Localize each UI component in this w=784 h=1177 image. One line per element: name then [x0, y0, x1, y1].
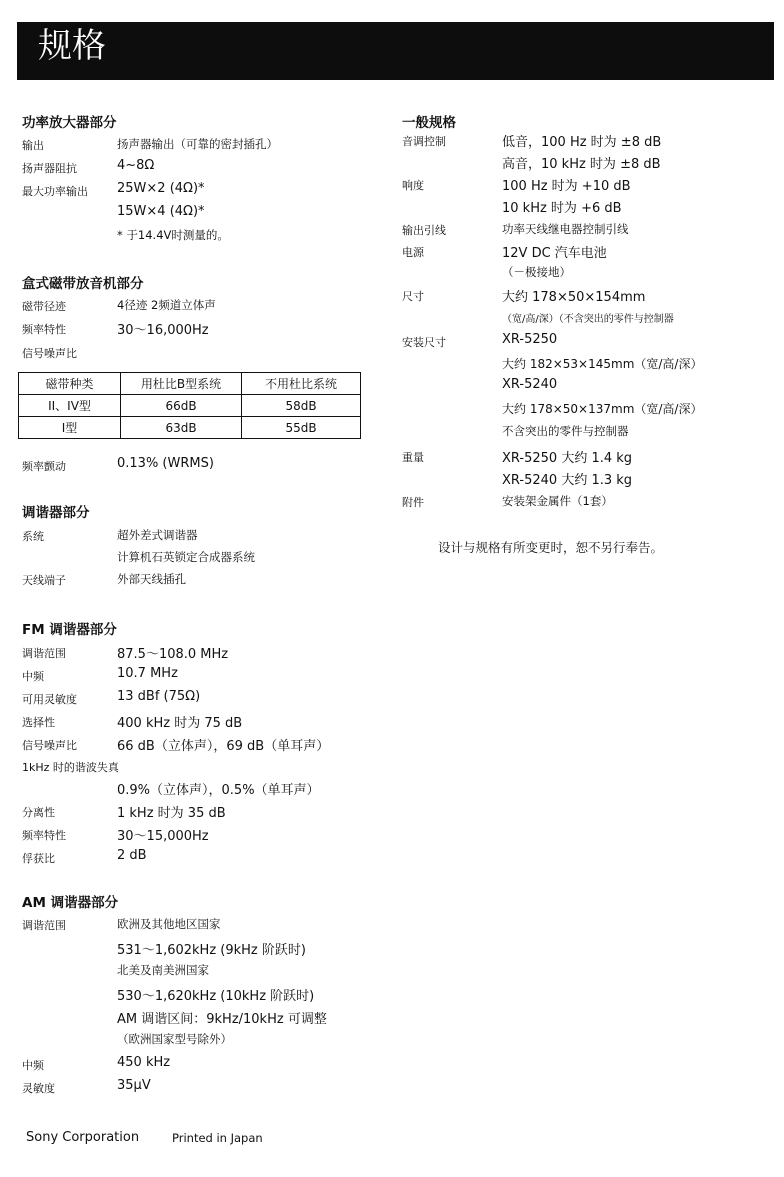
- wow-label: 频率颤动: [22, 460, 66, 473]
- am-range-1: 欧洲及其他地区国家: [117, 917, 221, 931]
- fm-sel-value: 400 kHz 时为 75 dB: [117, 716, 243, 731]
- power-label: 电源: [402, 246, 424, 259]
- dimensions-value-2: （宽/高/深）（不含突出的零件与控制器: [502, 314, 674, 325]
- fm-distortion-value: 0.9%（立体声），0.5%（单耳声）: [117, 783, 320, 798]
- am-range-4: 530～1,620kHz (10kHz 阶跃时): [117, 989, 315, 1004]
- table-cell: II、IV型: [19, 395, 121, 417]
- fm-range-label: 调谐范围: [22, 647, 66, 660]
- table-cell: 63dB: [121, 417, 242, 439]
- track-label: 磁带径迹: [22, 300, 66, 313]
- fm-freq-value: 30～15,000Hz: [117, 829, 209, 844]
- page-title: 规格: [38, 26, 106, 66]
- lead-label: 输出引线: [402, 224, 446, 237]
- am-if-label: 中频: [22, 1059, 44, 1072]
- snr-table: [18, 372, 361, 439]
- accessories-value: 安装架金属件（1套）: [502, 494, 613, 508]
- max-power-label: 最大功率输出: [22, 185, 88, 198]
- mounting-value-4: 大约 178×50×137mm（宽/高/深）: [502, 402, 703, 416]
- am-range-5: AM 调谐区间：9kHz/10kHz 可调整: [117, 1012, 327, 1027]
- max-power-note: * 于14.4V时测量的。: [117, 228, 229, 242]
- fm-range-value: 87.5～108.0 MHz: [117, 647, 229, 662]
- loudness-value-2: 10 kHz 时为 +6 dB: [502, 201, 622, 216]
- fm-heading: FM 调谐器部分: [22, 622, 117, 638]
- impedance-label: 扬声器阻抗: [22, 162, 77, 175]
- general-heading: 一般规格: [402, 115, 456, 131]
- table-cell: 66dB: [121, 395, 242, 417]
- fm-distortion-label: 1kHz 时的谐波失真: [22, 761, 119, 774]
- antenna-value: 外部天线插孔: [117, 572, 186, 586]
- company-name: Sony Corporation: [26, 1130, 140, 1145]
- tape-snr-label: 信号噪声比: [22, 347, 77, 360]
- fm-freq-label: 频率特性: [22, 829, 66, 842]
- output-value: 扬声器输出（可靠的密封插孔）: [117, 137, 278, 151]
- am-range-label: 调谐范围: [22, 919, 66, 932]
- table-cell: I型: [19, 417, 121, 439]
- mounting-label: 安装尺寸: [402, 336, 446, 349]
- mounting-value-5: 不含突出的零件与控制器: [502, 424, 629, 438]
- fm-if-label: 中频: [22, 670, 44, 683]
- loudness-label: 响度: [402, 179, 424, 192]
- mounting-value-3: XR-5240: [502, 377, 558, 392]
- table-header-cell: 磁带种类: [19, 373, 121, 395]
- loudness-value-1: 100 Hz 时为 +10 dB: [502, 179, 631, 194]
- am-if-value: 450 kHz: [117, 1055, 171, 1070]
- power-value-1: 12V DC 汽车电池: [502, 246, 607, 261]
- antenna-label: 天线端子: [22, 574, 66, 587]
- max-power-value-2: 15W×4 (4Ω)*: [117, 204, 205, 219]
- am-sens-label: 灵敏度: [22, 1082, 55, 1095]
- dimensions-label: 尺寸: [402, 290, 424, 303]
- fm-separation-label: 分离性: [22, 806, 55, 819]
- accessories-label: 附件: [402, 496, 424, 509]
- fm-sel-label: 选择性: [22, 716, 55, 729]
- lead-value: 功率天线继电器控制引线: [502, 222, 629, 236]
- fm-separation-value: 1 kHz 时为 35 dB: [117, 806, 226, 821]
- am-range-3: 北美及南美洲国家: [117, 963, 209, 977]
- change-notice: 设计与规格有所变更时，恕不另行奉告。: [438, 540, 664, 555]
- system-value-2: 计算机石英锁定合成器系统: [117, 550, 255, 564]
- table-header-cell: 不用杜比系统: [242, 373, 361, 395]
- fm-capture-value: 2 dB: [117, 848, 147, 863]
- fm-snr-label: 信号噪声比: [22, 739, 77, 752]
- mounting-value-1: XR-5250: [502, 332, 558, 347]
- system-label: 系统: [22, 530, 44, 543]
- table-row: [19, 395, 361, 417]
- table-header-cell: 用杜比B型系统: [121, 373, 242, 395]
- table-cell: 55dB: [242, 417, 361, 439]
- weight-label: 重量: [402, 451, 424, 464]
- amplifier-heading: 功率放大器部分: [22, 115, 117, 131]
- fm-if-value: 10.7 MHz: [117, 666, 178, 681]
- am-range-6: （欧洲国家型号除外）: [117, 1032, 232, 1046]
- fm-sens-value: 13 dBf (75Ω): [117, 689, 201, 704]
- fm-snr-value: 66 dB（立体声），69 dB（单耳声）: [117, 739, 330, 754]
- tape-freq-value: 30～16,000Hz: [117, 323, 209, 338]
- system-value-1: 超外差式调谐器: [117, 528, 198, 542]
- mounting-value-2: 大约 182×53×145mm（宽/高/深）: [502, 357, 703, 371]
- printed-in: Printed in Japan: [172, 1131, 263, 1145]
- max-power-value-1: 25W×2 (4Ω)*: [117, 181, 205, 196]
- tape-heading: 盒式磁带放音机部分: [22, 276, 144, 292]
- output-label: 输出: [22, 139, 44, 152]
- impedance-value: 4~8Ω: [117, 158, 155, 173]
- weight-value-2: XR-5240 大约 1.3 kg: [502, 473, 633, 488]
- table-row: [19, 417, 361, 439]
- wow-value: 0.13% (WRMS): [117, 456, 214, 471]
- am-range-2: 531～1,602kHz (9kHz 阶跃时): [117, 943, 306, 958]
- tone-value-1: 低音，100 Hz 时为 ±8 dB: [502, 135, 662, 150]
- tuner-heading: 调谐器部分: [22, 505, 90, 521]
- tone-value-2: 高音，10 kHz 时为 ±8 dB: [502, 157, 661, 172]
- tone-label: 音调控制: [402, 135, 446, 148]
- header-bar: [17, 22, 774, 80]
- track-value: 4径迹 2频道立体声: [117, 298, 216, 312]
- table-header-row: [19, 373, 361, 395]
- am-heading: AM 调谐器部分: [22, 895, 119, 911]
- am-sens-value: 35μV: [117, 1078, 151, 1093]
- power-value-2: （－极接地）: [502, 265, 571, 279]
- dimensions-value-1: 大约 178×50×154mm: [502, 290, 646, 305]
- fm-capture-label: 俘获比: [22, 852, 55, 865]
- table-cell: 58dB: [242, 395, 361, 417]
- tape-freq-label: 频率特性: [22, 323, 66, 336]
- fm-sens-label: 可用灵敏度: [22, 693, 77, 706]
- weight-value-1: XR-5250 大约 1.4 kg: [502, 451, 633, 466]
